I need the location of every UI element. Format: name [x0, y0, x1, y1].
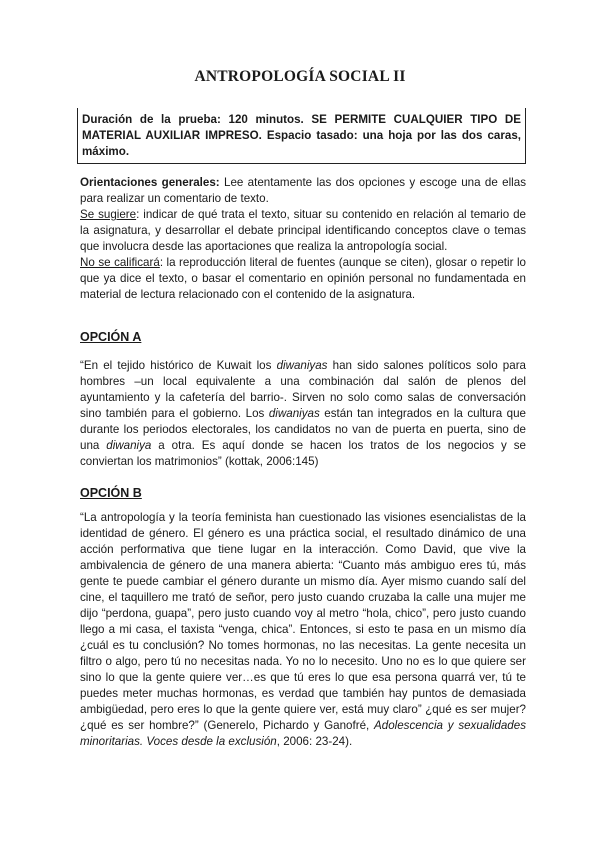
suggestion-text: : indicar de qué trata el texto, situar su contenido en relación al temario de la asignatura, y desarrollar el debate principal identificando conceptos clave o temas que involucra desde las aportaciones que realiza la antropología social. [80, 208, 526, 253]
option-a-term-2: diwaniyas [268, 407, 320, 420]
suggestion-paragraph [80, 207, 526, 255]
suggestion-label: Se sugiere [80, 208, 137, 221]
not-graded-label: No se calificará [80, 256, 160, 269]
guidelines-label: Orientaciones generales: [80, 176, 220, 189]
not-graded-paragraph [80, 255, 526, 303]
option-a-heading: OPCIÓN A [80, 330, 142, 344]
option-b-quote [80, 510, 526, 750]
option-a-text-2: han sido salones políticos solo para hombres –un local equivalente a una combinación dal salón de plenos del ayuntamiento y la cafetería del barrio-. Sirven no solo como salas de conversación sino también para el gobierno. Los [80, 359, 526, 420]
guidelines-intro [80, 175, 526, 207]
option-a-text-3: están tan integrados en la cultura que durante los periodos electorales, los candidatos no van de puerta en puerta, sino de una [80, 407, 527, 452]
option-b-heading: OPCIÓN B [80, 486, 142, 500]
general-guidelines [80, 175, 526, 303]
option-b-text-1: “La antropología y la teoría feminista han cuestionado las visiones esencialistas de la identidad de género. El género es una práctica social, el resultado dinámico de una acción performativa que tiene lugar en la interacción. Como David, que vive la ambivalencia de género de una manera abierta: “Cuanto más ambiguo eres tú, más gente te puede cambiar el género durante un mismo día. Ayer mismo cuando salí del cine, el taquillero me trató de señor, pero justo cuando cruzaba la calle una mujer me dijo “perdona, guapa”, pero justo cuando voy al metro “hola, chico”, pero justo cuando llego a mi casa, el taxista “venga, chica”. Entonces, si esto te pasa en un mismo día ¿cuál es tu conclusión? No tomes hormonas, no las necesitas. La gente necesita un filtro o algo, pero tú no necesitas nada. Yo no lo necesito. Uno no es lo que quiere ser sino lo que la gente quiere ver…es que tú eres lo que esa persona quarrá ver, tú te puedes meter muchas hormonas, es verdad que también hay puntos de demasiada ambigüedad, pero eres lo que la gente quiere ver, está muy claro” ¿qué es ser mujer? ¿qué es ser hombre?” (Generelo, Pichardo y Ganofré, [80, 511, 526, 732]
page-title: ANTROPOLOGÍA SOCIAL II [194, 68, 406, 85]
option-a-quote [80, 358, 526, 470]
exam-info-box [77, 108, 526, 164]
exam-duration-label: Duración de la prueba: [82, 113, 221, 126]
option-a-text-1: “En el tejido histórico de Kuwait los [80, 359, 277, 372]
guidelines-text: Lee atentamente las dos opciones y escoge una de ellas para realizar un comentario de texto. [80, 176, 526, 205]
option-a-text-4: a otra. Es aquí donde se hacen los tratos de los negocios y se conviertan los matrimonios” (kottak, 2006:145) [80, 439, 526, 468]
not-graded-text: : la reproducción literal de fuentes (aunque se citen), glosar o repetir lo que ya dice el texto, o basar el comentario en opinión personal no fundamentada en material de lectura relacionado con el contenido de la asignatura. [80, 256, 526, 301]
option-b-text-2: , 2006: 23-24). [276, 735, 353, 748]
option-b-book-title: Adolescencia y sexualidades minoritarias. Voces desde la exclusión [80, 719, 526, 748]
option-a-term-1: diwaniyas [276, 359, 328, 372]
exam-info-text: 120 minutos. SE PERMITE CUALQUIER TIPO DE MATERIAL AUXILIAR IMPRESO. Espacio tasado: una hoja por las dos caras, máximo. [82, 113, 521, 158]
option-a-term-3: diwaniya [106, 439, 152, 452]
